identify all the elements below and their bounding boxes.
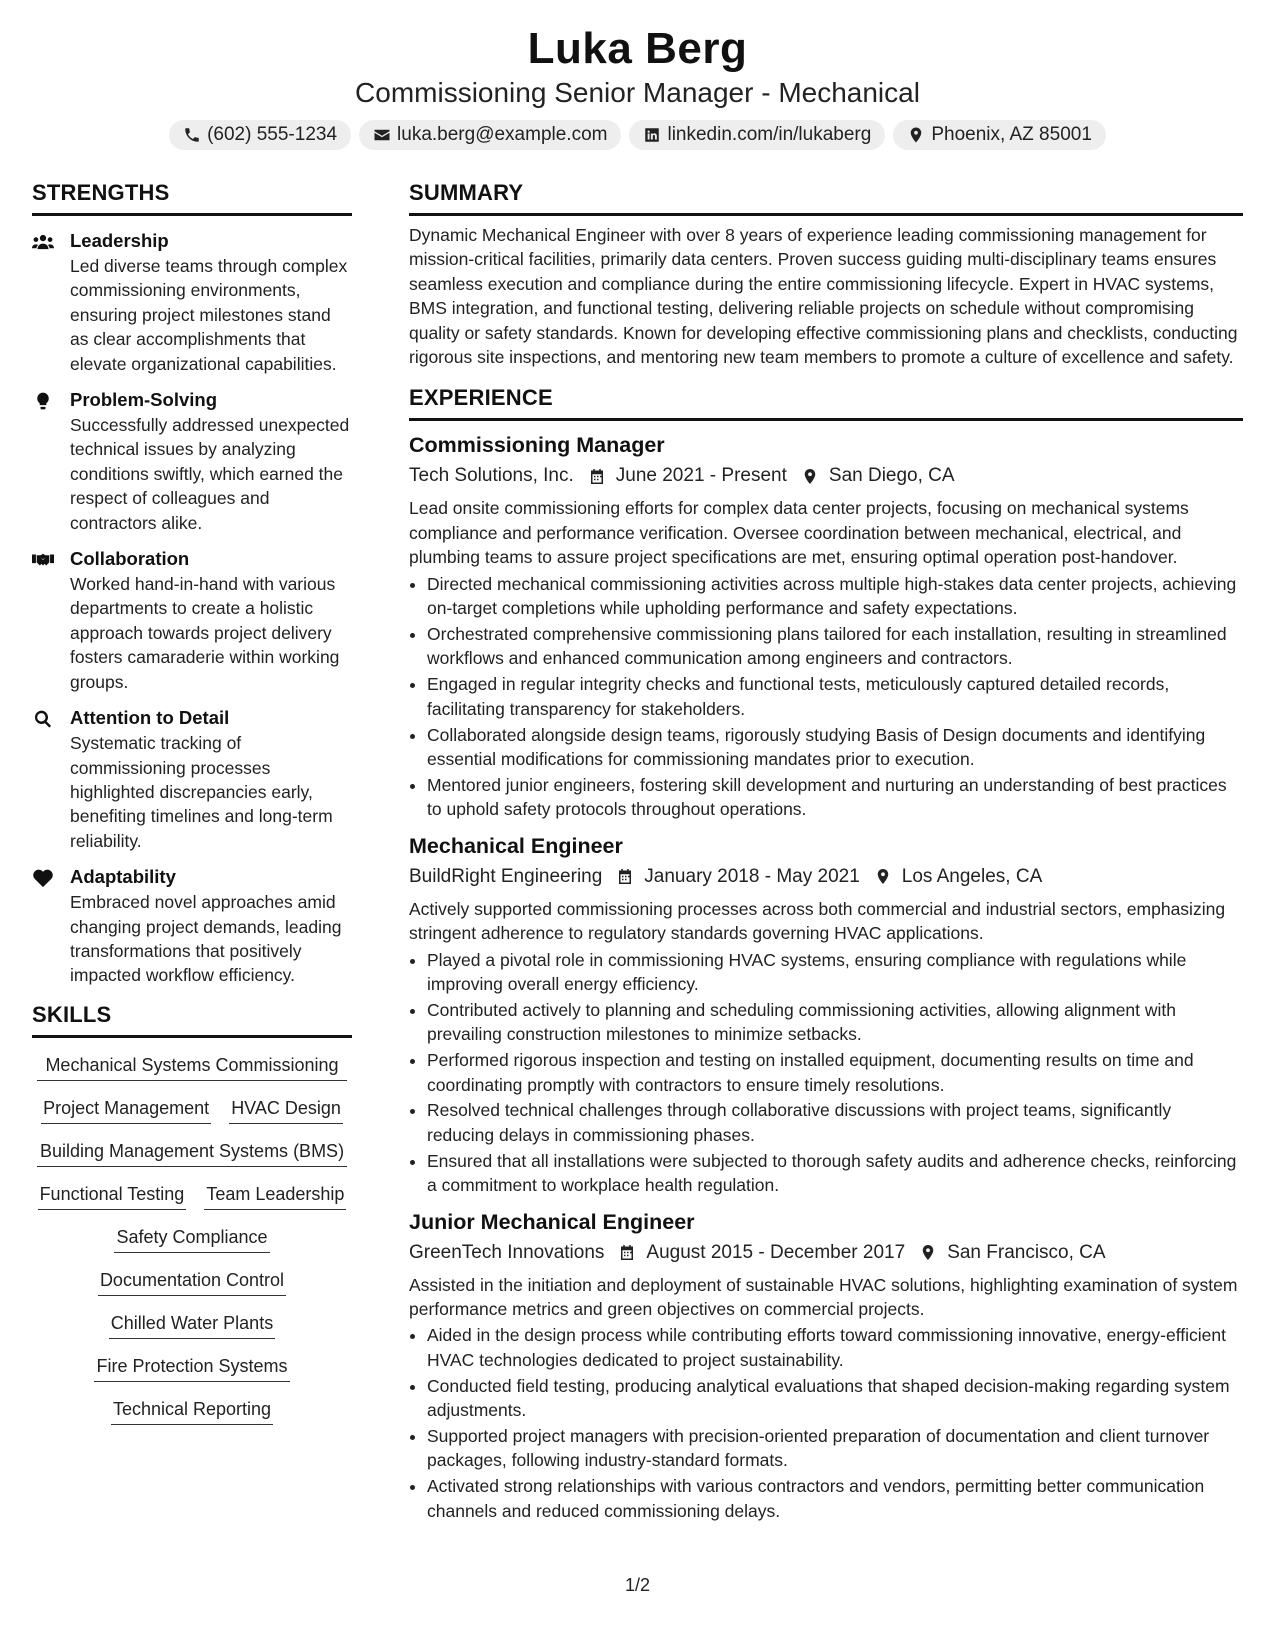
job-bullet: • Mentored junior engineers, fostering skill development and nurturing an understanding of best practices to uphold safety protocols throughout operations. (427, 773, 1243, 822)
experience-heading: EXPERIENCE (409, 383, 1243, 421)
map-pin-icon (874, 867, 892, 886)
job-bullets (409, 1323, 1243, 1523)
map-pin-icon (907, 126, 925, 144)
skill-tag: Technical Reporting (111, 1396, 273, 1425)
job-bullet: • Directed mechanical commissioning activities across multiple high-stakes data center projects, achieving on-target completions while upholding performance and safety expectations. (427, 572, 1243, 621)
contact-linkedin-text: linkedin.com/in/lukaberg (667, 124, 872, 145)
contact-bar (0, 120, 1275, 150)
strength-title: Problem-Solving (70, 389, 217, 411)
strength-item (32, 864, 352, 988)
strength-desc: Embraced novel approaches amid changing project demands, leading transformations that positively impacted workflow efficiency. (70, 892, 342, 986)
page-number: 1/2 (624, 1575, 651, 1595)
candidate-title: Commissioning Senior Manager - Mechanical (355, 77, 920, 108)
job-company: GreenTech Innovations (409, 1241, 605, 1263)
job-dates: June 2021 - Present (615, 465, 787, 487)
job-bullets (409, 572, 1243, 822)
summary-heading: SUMMARY (409, 178, 1243, 216)
contact-phone[interactable] (169, 120, 351, 150)
strength-title: Collaboration (70, 548, 190, 570)
resume-header (0, 22, 1275, 150)
strength-item (32, 387, 352, 535)
strength-desc: Led diverse teams through complex commissioning environments, ensuring project milestones stand as clear accomplishments that elevate organizational capabilities. (70, 256, 348, 374)
strength-item (32, 546, 352, 694)
job-title: Mechanical Engineer (409, 833, 623, 858)
skills-list (32, 1052, 352, 1425)
map-pin-icon (919, 1243, 937, 1262)
job-bullet: • Played a pivotal role in commissioning HVAC systems, ensuring compliance with regulations while improving overall energy efficiency. (427, 948, 1243, 997)
job-location: San Francisco, CA (947, 1241, 1106, 1263)
handshake-icon (32, 550, 54, 570)
contact-linkedin[interactable] (629, 120, 885, 150)
job-bullet: • Collaborated alongside design teams, rigorously studying Basis of Design documents and identifying essential modifications for commissioning mandates prior to execution. (427, 723, 1243, 772)
strengths-heading: STRENGTHS (32, 178, 352, 216)
job-bullet: • Activated strong relationships with various contractors and vendors, permitting better communication channels and reduced commissioning delays. (427, 1474, 1243, 1523)
strength-title: Leadership (70, 230, 169, 251)
strength-desc: Worked hand-in-hand with various departments to create a holistic approach towards project delivery fosters camaraderie within working groups. (70, 574, 340, 692)
users-icon (32, 232, 54, 252)
job-meta (409, 862, 1243, 892)
calendar-icon (618, 1243, 636, 1262)
job-bullet: • Supported project managers with precision-oriented preparation of documentation and client turnover packages, following industry-standard formats. (427, 1424, 1243, 1473)
contact-phone-text: (602) 555-1234 (207, 124, 338, 145)
skill-tag: Fire Protection Systems (94, 1353, 289, 1382)
skill-tag: Functional Testing (38, 1181, 187, 1210)
summary-text: Dynamic Mechanical Engineer with over 8 years of experience leading commissioning management for mission-critical facilities, primarily data centers. Proven success guiding multi-disciplinary teams ensures seamless execution and compliance during the entire commissioning lifecycle. Expert in HVAC systems, BMS integration, and functional testing, delivering reliable projects on schedule without compromising quality or safety standards. Known for developing effective commissioning plans and checklists, conducting rigorous site inspections, and mentoring new team members to promote a culture of excellence and safety. (409, 225, 1238, 368)
contact-email[interactable] (359, 120, 621, 150)
candidate-name: Luka Berg (527, 24, 748, 73)
left-column (32, 178, 352, 1425)
contact-location (893, 120, 1106, 150)
map-pin-icon (801, 467, 819, 486)
skill-tag: HVAC Design (229, 1095, 343, 1124)
job-dates: January 2018 - May 2021 (644, 865, 860, 887)
linkedin-icon (643, 126, 661, 144)
strengths-list (32, 228, 352, 988)
skills-heading: SKILLS (32, 1000, 352, 1038)
skill-tag: Project Management (41, 1095, 211, 1124)
strength-desc: Successfully addressed unexpected technical issues by analyzing conditions swiftly, which earned the respect of colleagues and contractors alike. (70, 415, 350, 533)
job-description: Actively supported commissioning processes across both commercial and industrial sectors, emphasizing stringent adherence to regulatory standards governing HVAC applications. (409, 898, 1226, 944)
strength-item (32, 228, 352, 376)
calendar-icon (616, 867, 634, 886)
job-bullets (409, 948, 1243, 1198)
strength-title: Adaptability (70, 866, 176, 888)
skill-tag: Building Management Systems (BMS) (37, 1138, 347, 1167)
strength-item (32, 705, 352, 853)
skill-tag: Safety Compliance (114, 1224, 269, 1253)
job-bullet: • Resolved technical challenges through collaborative discussions with project teams, significantly reducing delays in commissioning phases. (427, 1098, 1243, 1147)
job-meta (409, 1238, 1243, 1268)
job-bullet: • Aided in the design process while contributing efforts toward commissioning innovative, energy-efficient HVAC technologies dedicated to project sustainability. (427, 1323, 1243, 1372)
job-title: Commissioning Manager (409, 433, 665, 458)
job-description: Assisted in the initiation and deployment of sustainable HVAC solutions, highlighting examination of system performance metrics and green objectives on commercial projects. (409, 1274, 1238, 1319)
job-entry (409, 430, 1243, 821)
lightbulb-icon (32, 391, 54, 411)
job-entry (409, 831, 1243, 1198)
envelope-icon (373, 126, 391, 144)
job-location: Los Angeles, CA (901, 865, 1043, 887)
job-bullet: • Orchestrated comprehensive commissioning plans tailored for each installation, resulting in streamlined workflows and enhanced communication among engineers and contractors. (427, 622, 1243, 671)
job-title: Junior Mechanical Engineer (409, 1209, 695, 1234)
job-meta (409, 461, 1243, 491)
job-dates: August 2015 - December 2017 (646, 1241, 906, 1263)
calendar-icon (588, 467, 606, 486)
job-bullet: • Ensured that all installations were subjected to thorough safety audits and adherence checks, reinforcing a commitment to workplace health regulation. (427, 1149, 1243, 1198)
skill-tag: Team Leadership (204, 1181, 346, 1210)
job-entry (409, 1207, 1243, 1524)
job-bullet: • Contributed actively to planning and scheduling commissioning activities, allowing alignment with prevailing construction milestones to minimize setbacks. (427, 998, 1243, 1047)
phone-icon (183, 126, 201, 144)
job-company: BuildRight Engineering (409, 865, 603, 887)
job-bullet: • Engaged in regular integrity checks and functional tests, meticulously captured detailed records, facilitating transparency for stakeholders. (427, 672, 1243, 721)
heart-icon (32, 868, 54, 888)
right-column (409, 178, 1243, 1525)
contact-location-text: Phoenix, AZ 85001 (931, 124, 1092, 145)
magnifier-icon (32, 709, 54, 729)
strength-desc: Systematic tracking of commissioning processes highlighted discrepancies early, benefiting timelines and long-term reliability. (70, 733, 333, 851)
job-description: Lead onsite commissioning efforts for complex data center projects, focusing on mechanical systems compliance and performance verification. Oversee coordination between mechanical, electrical, and plumbing teams to assure project specifications are met, ensuring optimal operation post-handover. (409, 498, 1189, 568)
job-company: Tech Solutions, Inc. (409, 465, 574, 487)
job-bullet: • Conducted field testing, producing analytical evaluations that shaped decision-making regarding system adjustments. (427, 1374, 1243, 1423)
job-location: San Diego, CA (828, 465, 955, 487)
skill-tag: Documentation Control (98, 1267, 286, 1296)
skill-tag: Chilled Water Plants (109, 1310, 275, 1339)
skill-tag: Mechanical Systems Commissioning (37, 1052, 347, 1081)
strength-title: Attention to Detail (70, 707, 230, 729)
job-bullet: • Performed rigorous inspection and testing on installed equipment, documenting results on time and coordinating promptly with contractors to ensure timely resolutions. (427, 1048, 1243, 1097)
contact-email-text: luka.berg@example.com (397, 124, 608, 145)
